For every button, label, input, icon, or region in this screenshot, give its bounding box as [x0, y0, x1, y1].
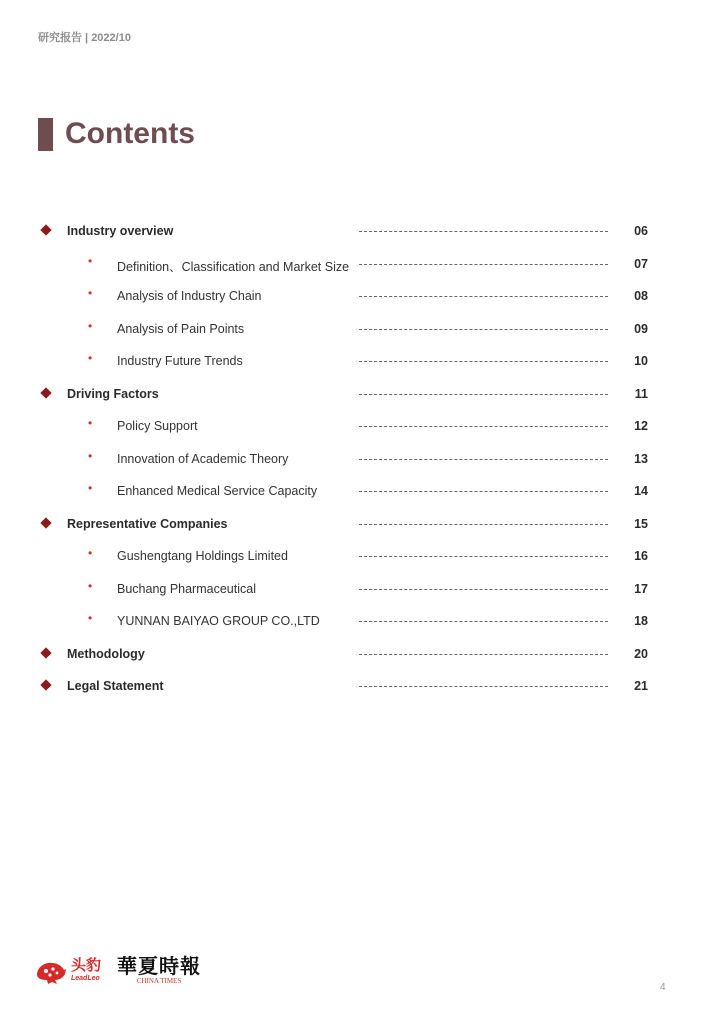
toc-entry-page-number: 18	[634, 614, 648, 628]
dot-bullet-icon: •	[88, 286, 93, 300]
dot-bullet-icon: •	[88, 448, 93, 463]
toc-entry-label: Industry overview	[67, 224, 174, 238]
leopard-icon	[35, 957, 67, 985]
title-accent-bar	[38, 118, 53, 151]
toc-entry-label: Legal Statement	[67, 679, 164, 693]
toc-entry-page-number: 10	[634, 354, 648, 368]
toc-dotted-leader	[359, 394, 608, 395]
toc-dotted-leader	[359, 654, 608, 655]
toc-dotted-leader	[359, 686, 608, 687]
toc-entry-page-number: 17	[634, 581, 648, 596]
toc-entry-page-number: 12	[634, 419, 648, 433]
diamond-bullet-icon	[40, 679, 51, 690]
toc-entry-label: Innovation of Academic Theory	[117, 451, 289, 466]
dot-bullet-icon: •	[88, 416, 93, 430]
footer-logos	[35, 955, 201, 986]
toc-dotted-leader	[359, 264, 608, 265]
toc-entry-page-number: 06	[634, 224, 648, 238]
toc-dotted-leader	[359, 621, 608, 622]
toc-entry-page-number: 07	[634, 256, 648, 271]
toc-dotted-leader	[359, 524, 608, 525]
toc-entry-page-number: 20	[634, 646, 648, 661]
toc-dotted-leader	[359, 296, 608, 297]
report-header: 研究报告 | 2022/10	[38, 32, 131, 44]
toc-dotted-leader	[359, 491, 608, 492]
table-of-contents	[0, 215, 709, 703]
toc-entry-label: Industry Future Trends	[117, 354, 243, 368]
toc-entry-label: Representative Companies	[67, 516, 228, 531]
dot-bullet-icon: •	[88, 253, 93, 268]
dot-bullet-icon: •	[88, 578, 93, 593]
chinatimes-logo-en: CHINA TIMES	[136, 977, 182, 985]
toc-entry-page-number: 14	[634, 484, 648, 498]
toc-dotted-leader	[359, 426, 608, 427]
toc-entry-page-number: 21	[634, 679, 648, 693]
toc-section-entry[interactable]	[0, 670, 709, 703]
toc-section-entry[interactable]	[0, 378, 709, 411]
toc-entry-page-number: 13	[634, 451, 648, 466]
contents-title-block	[38, 116, 195, 152]
toc-entry-label: Buchang Pharmaceutical	[117, 581, 256, 596]
toc-dotted-leader	[359, 329, 608, 330]
toc-entry-label: Enhanced Medical Service Capacity	[117, 484, 318, 498]
toc-entry-label: YUNNAN BAIYAO GROUP CO.,LTD	[117, 614, 320, 628]
page-title: Contents	[65, 117, 195, 150]
diamond-bullet-icon	[40, 517, 51, 528]
toc-entry-label: Driving Factors	[67, 386, 159, 401]
toc-entry-label: Policy Support	[117, 419, 198, 433]
toc-subsection-entry[interactable]	[0, 540, 709, 573]
toc-section-entry[interactable]	[0, 638, 709, 671]
chinatimes-logo	[117, 955, 201, 986]
toc-subsection-entry[interactable]	[0, 605, 709, 638]
dot-bullet-icon: •	[88, 611, 93, 625]
toc-entry-label: Definition、Classification and Market Size	[117, 259, 350, 274]
diamond-bullet-icon	[40, 647, 51, 658]
toc-subsection-entry[interactable]	[0, 313, 709, 346]
diamond-bullet-icon	[40, 224, 51, 235]
toc-entry-page-number: 11	[634, 386, 648, 401]
toc-dotted-leader	[359, 556, 608, 557]
diamond-bullet-icon	[40, 387, 51, 398]
toc-dotted-leader	[359, 361, 608, 362]
toc-subsection-entry[interactable]	[0, 573, 709, 606]
toc-subsection-entry[interactable]	[0, 345, 709, 378]
toc-entry-label: Analysis of Industry Chain	[117, 289, 262, 303]
toc-entry-page-number: 16	[634, 549, 648, 563]
toc-subsection-entry[interactable]	[0, 248, 709, 281]
toc-subsection-entry[interactable]	[0, 280, 709, 313]
dot-bullet-icon: •	[88, 546, 93, 560]
leadleo-logo-cn: 头豹	[71, 957, 102, 974]
toc-entry-label: Analysis of Pain Points	[117, 321, 245, 336]
page-number: 4	[660, 982, 666, 993]
leadleo-logo	[35, 957, 101, 985]
toc-entry-page-number: 09	[634, 321, 648, 336]
toc-section-entry[interactable]	[0, 508, 709, 541]
chinatimes-logo-cn: 華夏時報	[117, 954, 202, 978]
dot-bullet-icon: •	[88, 351, 93, 365]
dot-bullet-icon: •	[88, 318, 93, 333]
toc-entry-page-number: 08	[634, 289, 648, 303]
toc-section-entry[interactable]	[0, 215, 709, 248]
toc-dotted-leader	[359, 231, 608, 232]
toc-dotted-leader	[359, 589, 608, 590]
toc-dotted-leader	[359, 459, 608, 460]
leadleo-logo-en: LeadLeo	[71, 975, 100, 982]
toc-entry-label: Methodology	[67, 646, 145, 661]
toc-entry-page-number: 15	[634, 516, 648, 531]
dot-bullet-icon: •	[88, 481, 93, 495]
toc-entry-label: Gushengtang Holdings Limited	[117, 549, 288, 563]
toc-subsection-entry[interactable]	[0, 443, 709, 476]
toc-subsection-entry[interactable]	[0, 410, 709, 443]
toc-subsection-entry[interactable]	[0, 475, 709, 508]
